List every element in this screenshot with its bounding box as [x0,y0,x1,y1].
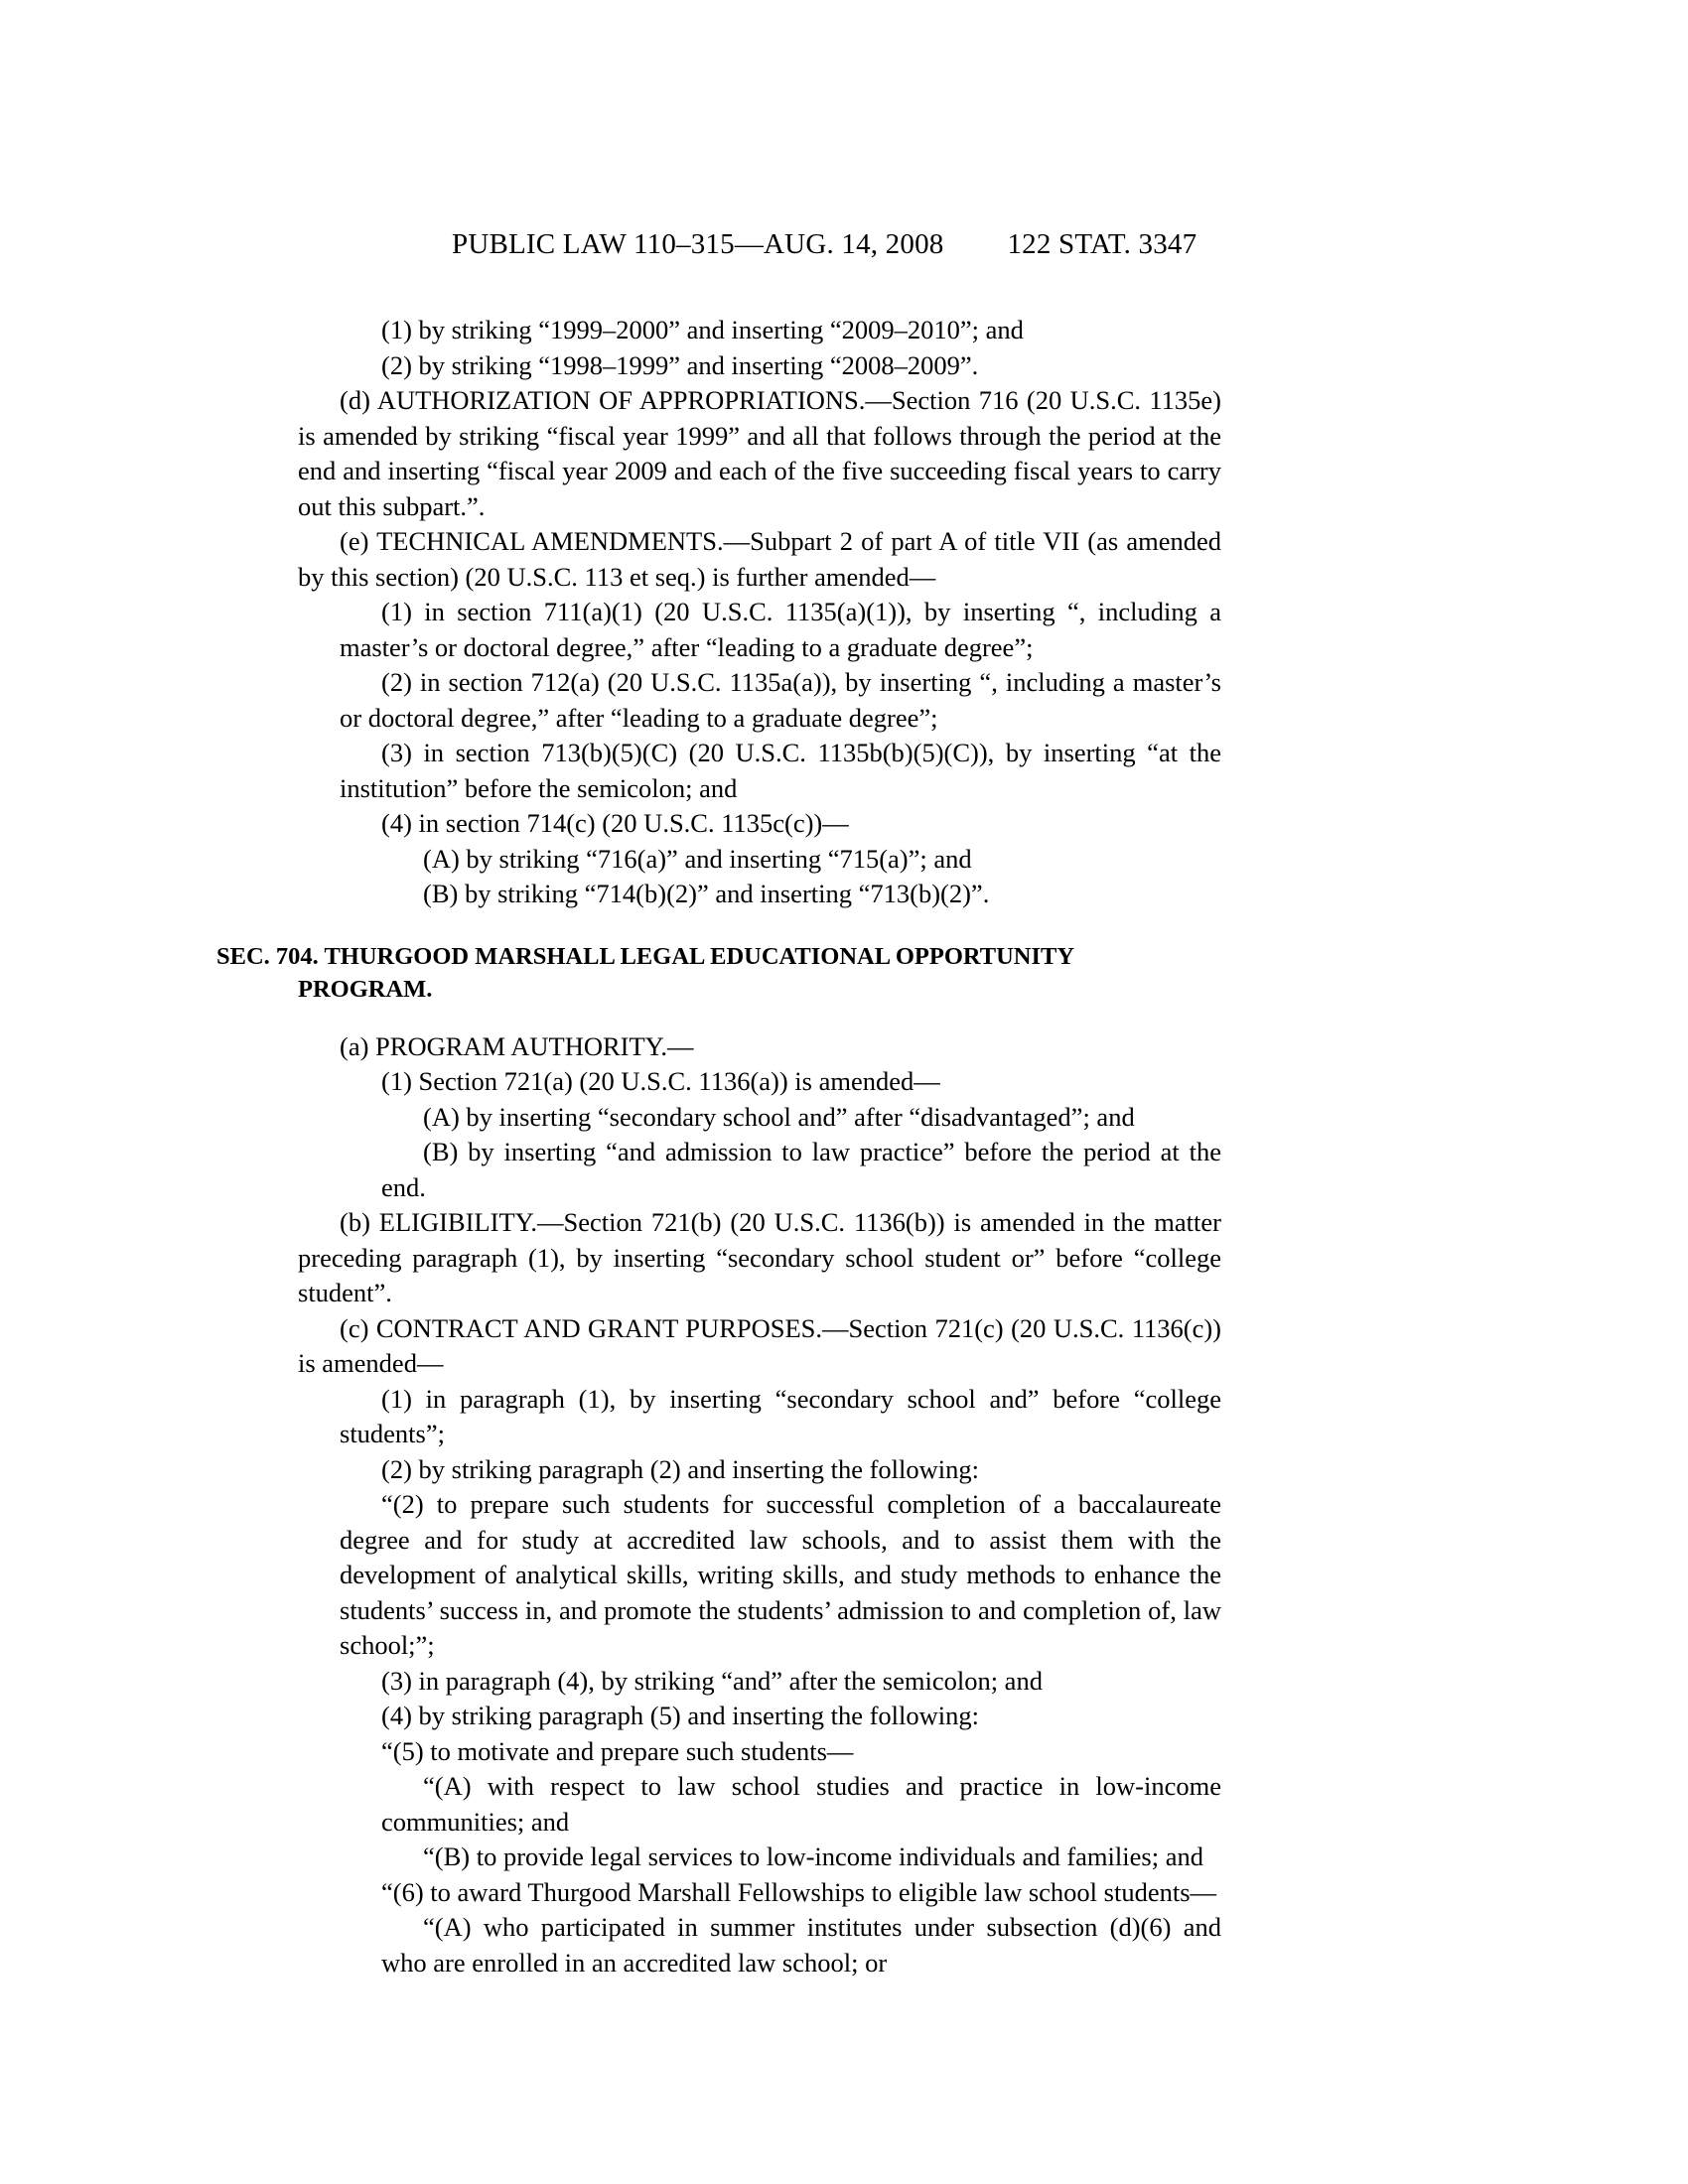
quoted-subparagraph-a-summer-institutes: “(A) who participated in summer institutes under subsection (d)(6) and who are enrolled in an accredited law school; or [381,1912,1221,1978]
running-head-left: PUBLIC LAW 110–315—AUG. 14, 2008 [452,228,944,260]
body-column [216,313,1221,1980]
quoted-subparagraph-a-law-school-studies: “(A) with respect to law school studies and practice in low-income communities; and [381,1771,1221,1837]
paragraph-e-technical-amendments: (e) TECHNICAL AMENDMENTS.—Subpart 2 of part A of title VII (as amended by this section) (20 U.S.C. 113 et seq.) is further amended— [298,526,1221,592]
paragraph-a-program-authority: (a) PROGRAM AUTHORITY.— [340,1030,694,1061]
paragraph-c1-in-paragraph-1: (1) in paragraph (1), by inserting “secondary school and” before “college students”; [340,1383,1221,1448]
paragraph-c4-striking-paragraph-5: (4) by striking paragraph (5) and inserting the following: [381,1701,979,1730]
quoted-subparagraph-b-legal-services: “(B) to provide legal services to low-income individuals and families; and [423,1842,1203,1871]
paragraph-b-eligibility: (b) ELIGIBILITY.—Section 721(b) (20 U.S.C. 1136(b)) is amended in the matter preceding paragraph (1), by inserting “secondary school student or” before “college student”. [298,1207,1221,1307]
paragraph-2-by-striking-1998-1999: (2) by striking “1998–1999” and inserting “2008–2009”. [381,349,979,380]
paragraph-d-authorization-of-appropriations: (d) AUTHORIZATION OF APPROPRIATIONS.—Section 716 (20 U.S.C. 1135e) is amended by striking “fiscal year 1999” and all that follows through the period at the end and inserting “fiscal year 2009 and each of the five succeeding fiscal years to carry out this subpart.”. [298,385,1221,521]
paragraph-e4a-striking-716a: (A) by striking “716(a)” and inserting “715(a)”; and [423,843,972,874]
paragraph-a1a-secondary-school-and: (A) by inserting “secondary school and” after “disadvantaged”; and [423,1101,1135,1132]
quoted-paragraph-5-motivate-and-prepare: “(5) to motivate and prepare such students— [381,1735,854,1766]
paragraph-e3-section-713: (3) in section 713(b)(5)(C) (20 U.S.C. 1135b(b)(5)(C)), by inserting “at the institution” before the semicolon; and [340,738,1221,803]
section-heading-704 [216,940,1221,1006]
paragraph-e4-section-714: (4) in section 714(c) (20 U.S.C. 1135c(c))— [381,808,849,838]
paragraph-1-by-striking-1999-2000: (1) by striking “1999–2000” and inserting “2009–2010”; and [381,315,1024,344]
quoted-paragraph-6-thurgood-marshall-fellowships: “(6) to award Thurgood Marshall Fellowships to eligible law school students— [381,1876,1217,1907]
paragraph-c-contract-and-grant-purposes: (c) CONTRACT AND GRANT PURPOSES.—Section 721(c) (20 U.S.C. 1136(c)) is amended— [298,1312,1221,1378]
running-head [298,228,1390,261]
paragraph-a1b-admission-to-law-practice: (B) by inserting “and admission to law practice” before the period at the end. [381,1137,1221,1202]
paragraph-a1-section-721a: (1) Section 721(a) (20 U.S.C. 1136(a)) is amended— [381,1066,940,1096]
section-heading-line-1: SEC. 704. THURGOOD MARSHALL LEGAL EDUCATIONAL OPPORTUNITY [216,942,1075,970]
paragraph-c3-in-paragraph-4: (3) in paragraph (4), by striking “and” after the semicolon; and [381,1665,1043,1696]
section-heading-line-2: PROGRAM. [298,975,433,1003]
paragraph-e4b-striking-714b2: (B) by striking “714(b)(2)” and inserting “713(b)(2)”. [423,879,990,908]
quoted-paragraph-2-prepare-students: “(2) to prepare such students for successful completion of a baccalaureate degree and for study at accredited law schools, and to assist them with the development of analytical skills, writing skills, and study methods to enhance the students’ success in, and promote the students’ admission to and completion of, law school;”; [340,1489,1221,1660]
paragraph-e1-section-711: (1) in section 711(a)(1) (20 U.S.C. 1135(a)(1)), by inserting “, including a master’s or doctoral degree,” after “leading to a graduate degree”; [340,597,1221,662]
paragraph-e2-section-712: (2) in section 712(a) (20 U.S.C. 1135a(a)), by inserting “, including a master’s or doctoral degree,” after “leading to a graduate degree”; [340,667,1221,733]
page-content [216,228,1390,1980]
running-head-right: 122 STAT. 3347 [1007,228,1197,260]
paragraph-c2-striking-paragraph-2: (2) by striking paragraph (2) and inserting the following: [381,1453,979,1484]
